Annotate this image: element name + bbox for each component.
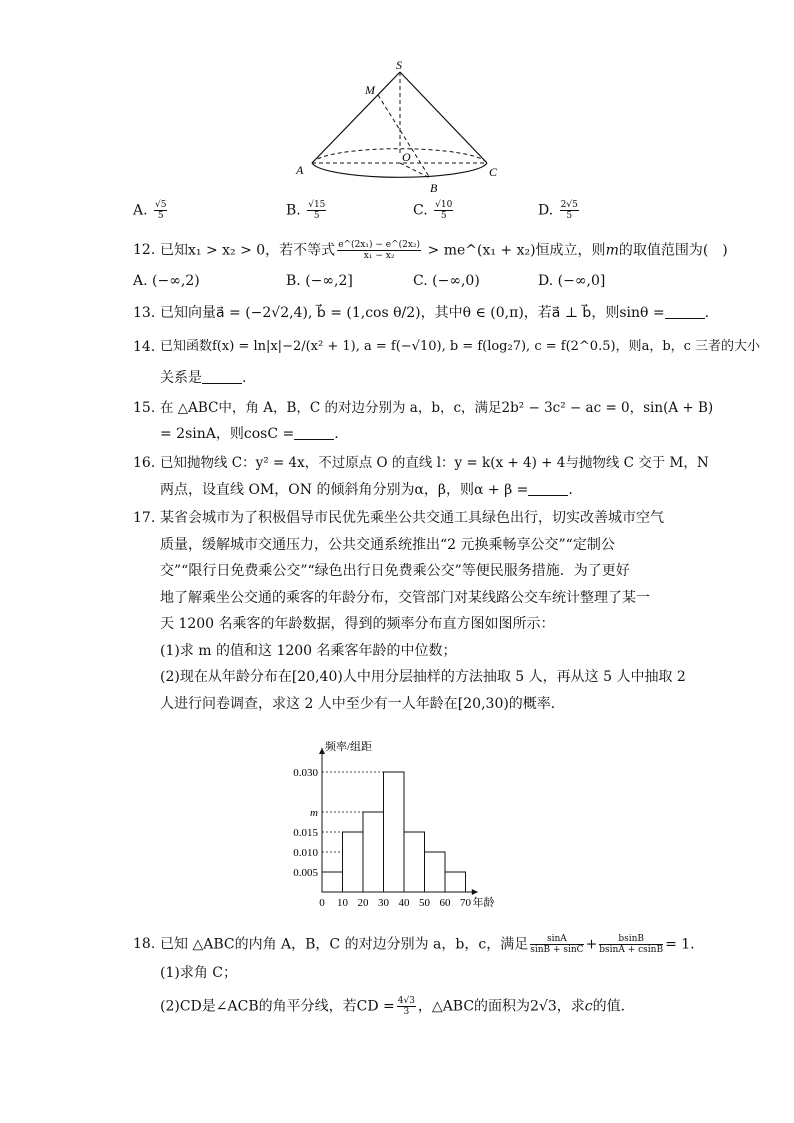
x-axis-arrow	[472, 889, 478, 895]
cone-slant-right	[400, 72, 487, 163]
label-S: S	[396, 58, 402, 72]
q17-line-3: 交”“限行日免费乘公交”“绿色出行日免费乘公交”等便民服务措施．为了更好	[160, 563, 630, 579]
segment-OB	[400, 163, 430, 178]
q18-fraction-2: $\frac{bsinB}{bsinA + csinB}$	[599, 934, 664, 955]
q11-option-c[interactable]: C. $\frac{√10}{5}$	[413, 200, 453, 221]
q18-sub2: (2)CD是∠ACB的角平分线，若CD = $\frac{4√3}{3}$ ，△ABC的面积为2√3，求c的值．	[160, 996, 635, 1017]
x-tick-label: 30	[378, 897, 389, 909]
y-tick-label: 0.005	[293, 867, 318, 879]
q14-number: 14.	[133, 339, 156, 355]
frequency-histogram	[270, 722, 520, 912]
q17-line-5: 天 1200 名乘客的年龄数据，得到的频率分布直方图如图所示：	[160, 616, 555, 632]
q16-line1: 已知抛物线 C：y² = 4x，不过原点 O 的直线 l：y = k(x + 4) + 4与抛物线 C 交于 M，N	[160, 455, 709, 471]
q16-line2: 两点，设直线 OM，ON 的倾斜角分别为α，β，则α + β = .	[160, 482, 573, 498]
q17-line-2: 质量，缓解城市交通压力，公共交通系统推出“2 元换乘畅享公交”“定制公	[160, 537, 615, 553]
q12-fraction: $\frac{\text{e\textasciicircum{}(2x₁) − e\textasciicircum{}(2x₂)}}{\text{x₁ − x₂}}$	[338, 240, 421, 261]
q12-stem: 已知x₁ > x₂ > 0，若不等式 $\frac{\text{e\textasciicircum{}(2x₁) − e\textasciicircum{}(2x₂)}}{\text{x₁ − x₂}}$ > me^(x₁ + x₂)恒成立，则m的取值范围为( )	[160, 240, 728, 261]
histogram-bar	[384, 772, 405, 892]
label-A: A	[296, 163, 304, 177]
q18-cd-fraction: $\frac{4√3}{3}$	[397, 996, 415, 1017]
q17-line-4: 地了解乘坐公交通的乘客的年龄分布，交管部门对某线路公交车统计整理了某一	[160, 590, 650, 606]
q11-option-d[interactable]: D. $\frac{2√5}{5}$	[538, 200, 578, 221]
q17-number: 17.	[133, 510, 156, 526]
q11-option-a-fraction: $\frac{√5}{5}$	[155, 200, 167, 221]
x-tick-label: 10	[337, 897, 348, 909]
q11-option-b-fraction: $\frac{√15}{5}$	[308, 200, 326, 221]
q11-option-a[interactable]: A. $\frac{√5}{5}$	[133, 200, 167, 221]
histogram-bar	[404, 832, 425, 892]
q18-fraction-1: $\frac{\sin A}{\sin B + \sin C}$	[530, 934, 584, 955]
histogram-bar	[425, 852, 446, 892]
q16-answer-blank[interactable]	[528, 481, 568, 496]
q15-line1: 在 △ABC中，角 A，B，C 的对边分别为 a，b，c，满足2b² − 3c² − ac = 0，sin(A + B)	[160, 400, 714, 416]
histogram-bar	[322, 872, 343, 892]
label-M: M	[365, 83, 375, 97]
q13-stem: 已知向量a⃗ = (−2√2,4), b⃗ = (1,cos θ/2)，其中θ ∈ (0,π)，若a⃗ ⊥ b⃗，则sinθ = .	[160, 305, 710, 321]
q15-answer-blank[interactable]	[294, 425, 334, 440]
q12-option-a[interactable]: A. (−∞,2)	[133, 273, 200, 289]
x-axis-label: 年龄	[472, 897, 495, 909]
x-tick-label: 50	[419, 897, 430, 909]
q18-number: 18.	[133, 936, 156, 952]
y-tick-label: m	[310, 807, 318, 819]
q16-number: 16.	[133, 455, 156, 471]
x-tick-label: 70	[460, 897, 471, 909]
q17-line-7: (2)现在从年龄分布在[20,40)人中用分层抽样的方法抽取 5 人，再从这 5 人中抽取 2	[160, 669, 686, 685]
x-tick-label: 60	[439, 897, 451, 909]
x-tick-label: 0	[319, 897, 325, 909]
q17-line-1: 某省会城市为了积极倡导市民优先乘坐公共交通工具绿色出行，切实改善城市空气	[160, 510, 664, 526]
q15-number: 15.	[133, 400, 156, 416]
label-O: O	[402, 150, 411, 164]
q13-answer-blank[interactable]	[665, 304, 705, 319]
q17-line-6: (1)求 m 的值和这 1200 名乘客年龄的中位数；	[160, 643, 457, 659]
q13-number: 13.	[133, 305, 156, 321]
histogram-bar	[363, 812, 384, 892]
histogram-bar	[343, 832, 364, 892]
label-C: C	[489, 165, 498, 179]
x-tick-label: 40	[398, 897, 410, 909]
y-tick-label: 0.010	[293, 847, 318, 859]
cone-figure	[290, 58, 510, 198]
q12-option-c[interactable]: C. (−∞,0)	[413, 273, 480, 289]
q12-option-b[interactable]: B. (−∞,2]	[286, 273, 353, 289]
q11-option-c-fraction: $\frac{√10}{5}$	[435, 200, 453, 221]
x-tick-label: 20	[357, 897, 369, 909]
q12-option-d[interactable]: D. (−∞,0]	[538, 273, 606, 289]
q11-option-b[interactable]: B. $\frac{√15}{5}$	[286, 200, 326, 221]
histogram-bar	[445, 872, 466, 892]
q14-line2: 关系是 .	[160, 370, 247, 386]
y-axis-label: 频率/组距	[325, 741, 373, 753]
q14-answer-blank[interactable]	[202, 369, 242, 384]
label-B: B	[430, 181, 438, 195]
y-tick-label: 0.015	[293, 827, 318, 839]
base-ellipse-front	[312, 163, 487, 177]
y-tick-label: 0.030	[293, 767, 318, 779]
segment-MB	[378, 95, 430, 178]
q18-sub1: (1)求角 C；	[160, 965, 237, 981]
q18-line1: 已知 △ABC的内角 A，B，C 的对边分别为 a，b，c，满足 $\frac{\sin A}{\sin B + \sin C}$ + $\frac{bsinB}{bsinA + csinB}$ = 1.	[160, 934, 695, 955]
q14-line1: 已知函数f(x) = ln|x|−2/(x² + 1), a = f(−√10), b = f(log₂7), c = f(2^0.5)，则a，b，c 三者的大小	[160, 339, 761, 354]
q15-line2: = 2sinA，则cosC = .	[160, 426, 339, 442]
q11-option-d-fraction: $\frac{2√5}{5}$	[560, 200, 578, 221]
q17-line-8: 人进行问卷调查，求这 2 人中至少有一人年龄在[20,30)的概率．	[160, 696, 565, 712]
q12-number: 12.	[133, 242, 156, 258]
